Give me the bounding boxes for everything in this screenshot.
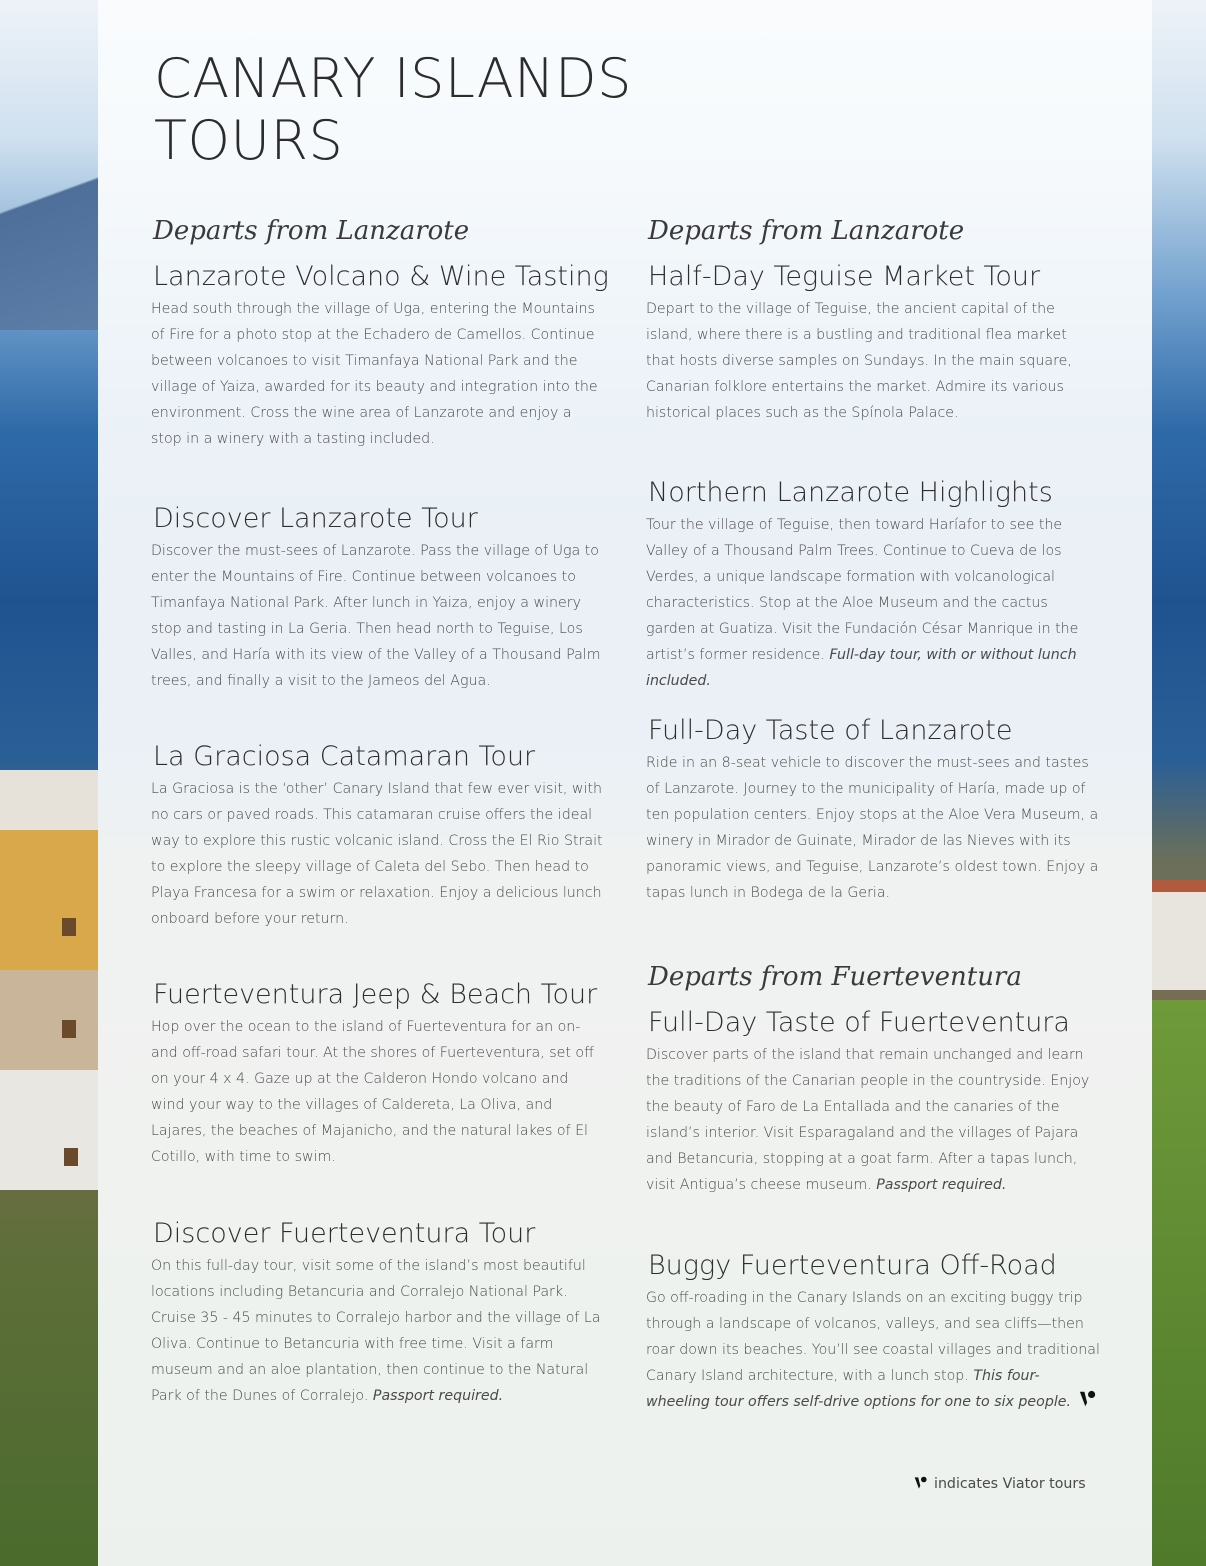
tour-title: Buggy Fuerteventura Off-Road [648, 1250, 1057, 1281]
window [62, 1020, 76, 1038]
page-title [154, 48, 694, 172]
page-title-line: TOURS [154, 109, 344, 172]
viator-icon [1079, 1390, 1097, 1408]
legend-footer [914, 1476, 1086, 1492]
tour-description [646, 512, 1100, 694]
tour-description-text: On this full-day tour, visit some of the island’s most beautiful locations including Betancuria and Corralejo National Park. Cruise 35 - 45 minutes to Corralejo harbor and the village of La Oliva. Continue to Betancuria with free time. Visit a farm museum and an aloe plantation, then continue to the Natural Park of the Dunes of Corralejo. [151, 1258, 601, 1404]
tour-title: La Graciosa Catamaran Tour [153, 741, 536, 772]
window [62, 918, 76, 936]
departs-heading: Departs from Lanzarote [648, 216, 965, 246]
tour-title: Northern Lanzarote Highlights [648, 477, 1053, 508]
tour-description: Ride in an 8-seat vehicle to discover the must-sees and tastes of Lanzarote. Journey to the municipality of Haría, made up of ten population centers. Enjoy stops at the Aloe Vera Museum, a winery in Mirador de Guinate, Mirador de las Nieves with its panoramic views, and Teguise, Lanzarote’s oldest town. Enjoy a tapas lunch in Bodega de la Geria. [646, 755, 1099, 901]
tour-title: Lanzarote Volcano & Wine Tasting [153, 261, 609, 292]
tour-entry [151, 978, 603, 1170]
tour-description: Depart to the village of Teguise, the ancient capital of the island, where there is a bustling and traditional flea market that hosts diverse samples on Sundays. In the main square, Canarian folklore entertains the market. Admire its various historical places such as the Spínola Palace. [646, 301, 1072, 421]
tour-entry [151, 214, 609, 452]
tour-entry [151, 502, 603, 694]
viator-icon [914, 1476, 928, 1490]
departs-heading: Departs from Lanzarote [153, 216, 470, 246]
tour-entry [646, 476, 1100, 694]
tour-title: Full-Day Taste of Lanzarote [648, 715, 1013, 746]
window [64, 1148, 78, 1166]
background-scenery-right [1152, 0, 1206, 1566]
tour-note: Full-day tour, with or without lunch included. [646, 647, 1077, 689]
village-image [0, 770, 98, 1190]
village-image [1152, 880, 1206, 990]
departs-heading: Departs from Fuerteventura [648, 962, 1022, 992]
tour-entry [646, 714, 1100, 906]
tour-entry [646, 960, 1100, 1198]
background-scenery-left [0, 0, 98, 1566]
tour-note: This four-wheeling tour offers self-drive options for one to six people. [646, 1368, 1072, 1410]
tour-description [151, 1253, 603, 1409]
page-title-line: CANARY ISLANDS [154, 47, 632, 110]
tour-description [646, 1285, 1100, 1415]
tour-title: Half-Day Teguise Market Tour [648, 261, 1041, 292]
tour-title: Discover Lanzarote Tour [153, 503, 478, 534]
tour-description-text: Go off-roading in the Canary Islands on an exciting buggy trip through a landscape of volcanos, valleys, and sea cliffs—then roar down its beaches. You’ll see coastal villages and traditional Canary Island architecture, with a lunch stop. [646, 1290, 1100, 1384]
tour-description-text: Tour the village of Teguise, then toward Haríafor to see the Valley of a Thousand Palm Trees. Continue to Cueva de los Verdes, a unique landscape formation with volcanological characteristics. Stop at the Aloe Museum and the cactus garden at Guatiza. Visit the Fundación César Manrique in the artist’s former residence. [646, 517, 1079, 663]
tour-description: La Graciosa is the ‘other’ Canary Island that few ever visit, with no cars or paved roads. This catamaran cruise offers the ideal way to explore this rustic volcanic island. Cross the El Rio Strait to explore the sleepy village of Caleta del Sebo. Then head to Playa Francesa for a swim or relaxation. Enjoy a delicious lunch onboard before your return. [151, 781, 603, 927]
tour-entry [151, 740, 603, 932]
tour-note: Passport required. [372, 1388, 504, 1404]
tour-title: Fuerteventura Jeep & Beach Tour [153, 979, 598, 1010]
tour-description: Hop over the ocean to the island of Fuerteventura for an on-and off-road safari tour. At the shores of Fuerteventura, set off on your 4 x 4. Gaze up at the Calderon Hondo volcano and wind your way to the villages of Caldereta, La Oliva, and Lajares, the beaches of Majanicho, and the natural lakes of El Cotillo, with time to swim. [151, 1019, 594, 1165]
mountain-image [0, 110, 98, 330]
hillside-image [1152, 1000, 1206, 1566]
tour-entry [646, 1249, 1100, 1415]
tour-title: Discover Fuerteventura Tour [153, 1218, 536, 1249]
tour-entry [151, 1217, 603, 1409]
legend-text: indicates Viator tours [934, 1476, 1086, 1492]
tour-title: Full-Day Taste of Fuerteventura [648, 1007, 1070, 1038]
tour-description: Discover the must-sees of Lanzarote. Pass the village of Uga to enter the Mountains of Fire. Continue between volcanoes to Timanfaya National Park. After lunch in Yaiza, enjoy a winery stop and tasting in La Geria. Then head north to Teguise, Los Valles, and Haría with its view of the Valley of a Thousand Palm trees, and finally a visit to the Jameos del Agua. [151, 543, 601, 689]
tour-description [646, 1042, 1100, 1198]
tour-description: Head south through the village of Uga, entering the Mountains of Fire for a photo stop at the Echadero de Camellos. Continue between volcanoes to visit Timanfaya National Park and the village of Yaiza, awarded for its beauty and integration into the environment. Cross the wine area of Lanzarote and enjoy a stop in a winery with a tasting included. [151, 301, 598, 447]
tour-description-text: Discover parts of the island that remain unchanged and learn the traditions of the Canarian people in the countryside. Enjoy the beauty of Faro de La Entallada and the canaries of the island’s interior. Visit Esparagaland and the villages of Pajara and Betancuria, stopping at a goat farm. After a tapas lunch, visit Antigua’s cheese museum. [646, 1047, 1090, 1193]
tour-note: Passport required. [876, 1177, 1007, 1193]
tour-entry [646, 214, 1100, 426]
